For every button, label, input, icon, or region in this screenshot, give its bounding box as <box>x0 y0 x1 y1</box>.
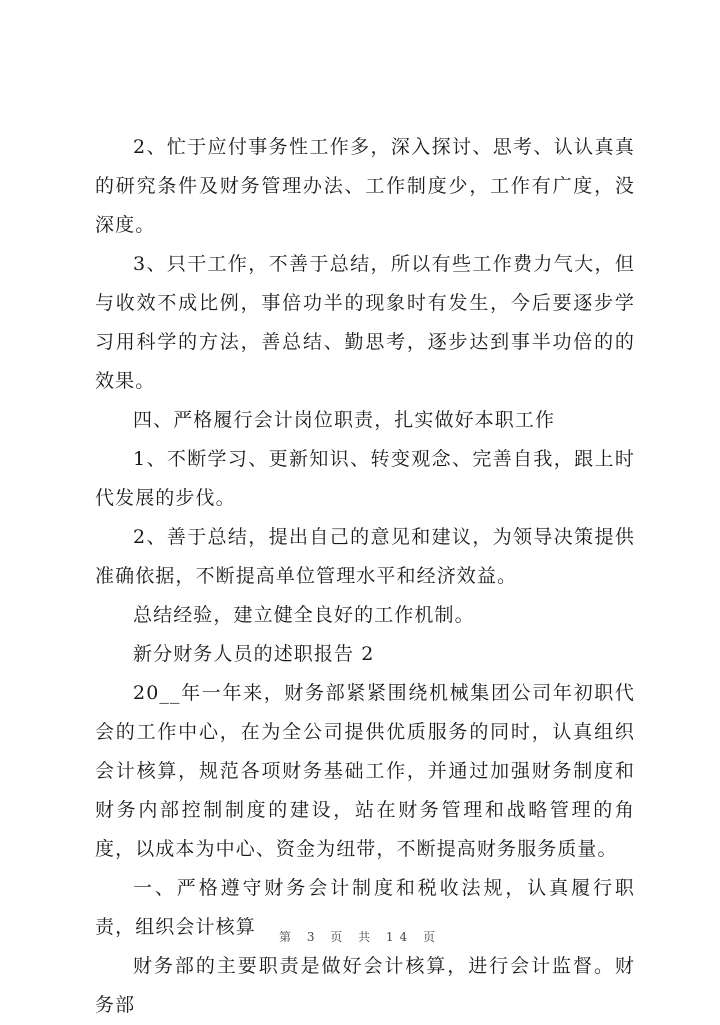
paragraph: 总结经验，建立健全良好的工作机制。 <box>133 604 475 626</box>
paragraph: 1、不断学习、更新知识、转变观念、完善自我，跟上时代发展的步伐。 <box>95 448 635 509</box>
paragraph: 财务部的主要职责是做好会计核算，进行会计监督。财务部 <box>95 955 635 1016</box>
paragraph: 3、只干工作，不善于总结，所以有些工作费力气大，但与收效不成比例，事倍功半的现象时有发生，今后要逐步学习用科学的方法，善总结、勤思考，逐步达到事半功倍的的效果。 <box>95 253 635 392</box>
document-body <box>95 128 635 1025</box>
page-footer: 第 3 页 共 14 页 <box>279 930 441 944</box>
report-title: 新分财务人员的述职报告 2 <box>133 643 375 665</box>
paragraph: 2、忙于应付事务性工作多，深入探讨、思考、认认真真的研究条件及财务管理办法、工作制度少，工作有广度，没深度。 <box>95 136 635 236</box>
paragraph: 2、善于总结，提出自己的意见和建议，为领导决策提供准确依据，不断提高单位管理水平和经济效益。 <box>95 526 635 587</box>
paragraph: 20__年一年来，财务部紧紧围绕机械集团公司年初职代会的工作中心，在为全公司提供优质服务的同时，认真组织会计核算，规范各项财务基础工作，并通过加强财务制度和财务内部控制制度的建设，站在财务管理和战略管理的角度，以成本为中心、资金为纽带，不断提高财务服务质量。 <box>95 682 635 860</box>
section-heading: 四、严格履行会计岗位职责，扎实做好本职工作 <box>133 409 556 431</box>
section-heading: 一、严格遵守财务会计制度和税收法规，认真履行职责，组织会计核算 <box>95 877 635 938</box>
